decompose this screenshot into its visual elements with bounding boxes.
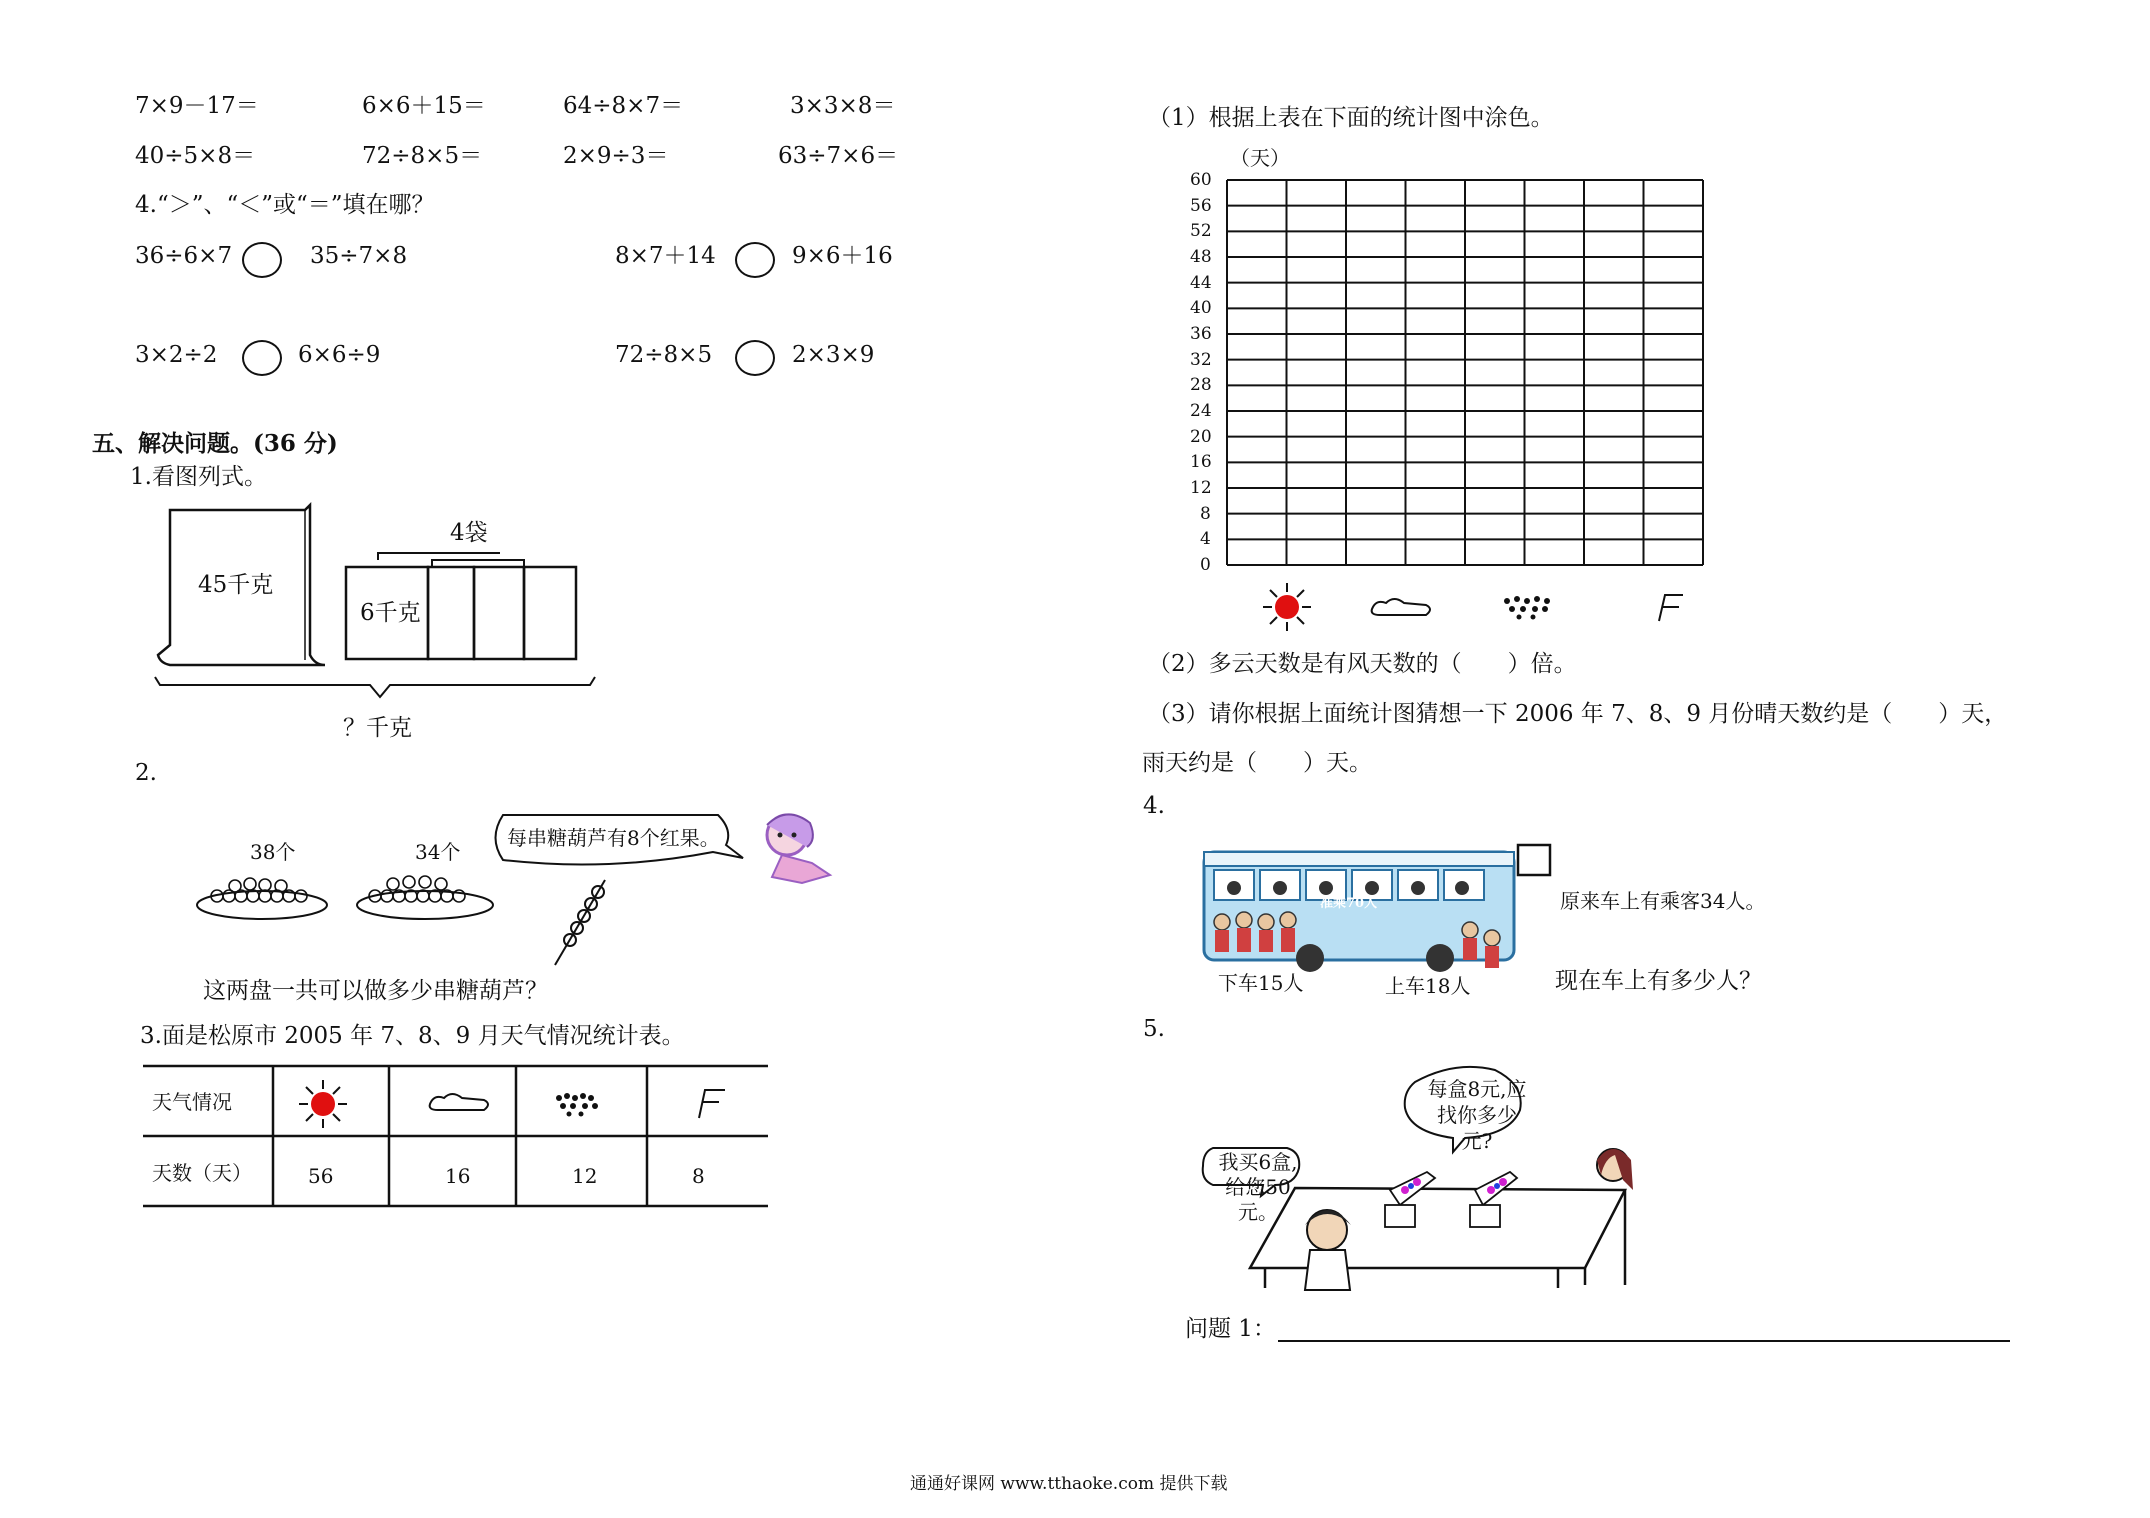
bus-getoff: 下车15人	[1218, 971, 1304, 995]
y-tick-label: 56	[1190, 195, 1212, 216]
rain-icon	[1504, 596, 1550, 620]
y-tick-label: 36	[1190, 324, 1212, 344]
compare-left: 3×2÷2	[135, 342, 218, 368]
compare-left: 72÷8×5	[615, 342, 713, 368]
calc-item: 2×9÷3＝	[563, 143, 669, 169]
y-tick-label: 16	[1190, 452, 1212, 473]
bus-text-1: 原来车上有乘客34人。	[1560, 889, 1766, 913]
sun-icon	[1263, 583, 1311, 631]
table-value: 56	[308, 1164, 334, 1188]
y-tick-label: 32	[1190, 349, 1212, 370]
y-tick-label: 40	[1190, 298, 1212, 319]
y-tick-label: 4	[1200, 529, 1211, 550]
cloud-icon	[430, 1094, 488, 1110]
compare-right: 9×6＋16	[792, 243, 893, 269]
p2-question: 这两盘一共可以做多少串糖葫芦？	[203, 978, 548, 1004]
q2-text: （2）多云天数是有风天数的（ ）倍。	[1148, 651, 1577, 677]
p3-title: 3.面是松原市 2005 年 7、8、9 月天气情况统计表。	[140, 1023, 685, 1049]
stat-chart	[1180, 160, 1720, 630]
speech-right: 每盒8元,应找你多少元?	[1427, 1077, 1527, 1153]
p5-title: 5.	[1143, 1016, 1165, 1042]
small-bag-label: 6千克	[360, 600, 421, 626]
q4-title: 4.“＞”、“＜”或“＝”填在哪？	[135, 192, 435, 218]
calc-item: 7×9－17＝	[135, 93, 259, 119]
y-tick-label: 60	[1190, 170, 1212, 190]
calc-item: 64÷8×7＝	[563, 93, 684, 119]
y-tick-label: 52	[1190, 221, 1212, 242]
y-tick-label: 12	[1190, 478, 1212, 498]
compare-right: 35÷7×8	[310, 243, 408, 269]
calc-item: 3×3×8＝	[790, 93, 896, 119]
answer-line[interactable]	[1278, 1340, 2010, 1342]
plate2-label: 34个	[415, 840, 461, 864]
calc-item: 72÷8×5＝	[362, 143, 483, 169]
compare-circle[interactable]	[735, 340, 775, 376]
shopkeeper-icon	[1597, 1149, 1633, 1190]
y-tick-label: 28	[1190, 375, 1212, 396]
footer: 通通好课网 www.tthaoke.com 提供下载	[910, 1474, 1228, 1494]
y-tick-label: 48	[1190, 247, 1212, 267]
p1-title: 1.看图列式。	[130, 464, 267, 490]
wind-icon	[1659, 595, 1683, 621]
y-tick-label: 8	[1200, 503, 1211, 524]
bus-sign: 准乘70人	[1320, 896, 1378, 911]
q3-line2: 雨天约是（ ）天。	[1142, 750, 1372, 776]
compare-circle[interactable]	[242, 242, 282, 278]
compare-left: 8×7＋14	[615, 243, 716, 269]
compare-circle[interactable]	[735, 242, 775, 278]
sun-icon	[299, 1080, 347, 1128]
table-value: 8	[692, 1164, 705, 1188]
table-value: 16	[445, 1164, 471, 1188]
table-value: 12	[572, 1164, 598, 1188]
cloud-icon	[1372, 599, 1430, 615]
big-bag-label: 45千克	[198, 572, 274, 598]
wind-icon	[699, 1090, 725, 1118]
girl-icon	[1305, 1210, 1351, 1290]
table-row1-label: 天气情况	[152, 1090, 232, 1114]
speech-left: 我买6盒,给您50元。	[1218, 1150, 1298, 1224]
plate1-label: 38个	[250, 840, 296, 864]
speech-text: 每串糖葫芦有8个红果。	[507, 826, 720, 850]
calc-item: 6×6＋15＝	[362, 93, 486, 119]
calc-item: 40÷5×8＝	[135, 143, 256, 169]
compare-left: 36÷6×7	[135, 243, 233, 269]
q3-line1: （3）请你根据上面统计图猜想一下 2006 年 7、8、9 月份晴天数约是（ ）天，	[1148, 701, 2008, 727]
bus-geton: 上车18人	[1385, 974, 1471, 998]
table-row2-label: 天数（天）	[152, 1161, 252, 1185]
calc-item: 63÷7×6＝	[778, 143, 899, 169]
fairy-icon	[742, 805, 842, 895]
y-tick-label: 20	[1190, 426, 1212, 447]
bags-question: ？千克	[343, 715, 412, 741]
question1-label: 问题 1：	[1185, 1316, 1276, 1342]
compare-right: 2×3×9	[792, 342, 875, 368]
bus-text-2: 现在车上有多少人？	[1555, 968, 1762, 994]
y-tick-label: 0	[1200, 555, 1211, 575]
q1-text: （1）根据上表在下面的统计图中涂色。	[1148, 105, 1554, 131]
rain-icon	[556, 1093, 598, 1117]
compare-right: 6×6÷9	[298, 342, 381, 368]
y-tick-label: 44	[1190, 272, 1212, 293]
p2-title: 2.	[135, 760, 157, 786]
p4-title: 4.	[1143, 793, 1165, 819]
compare-circle[interactable]	[242, 340, 282, 376]
section-title: 五、解决问题。(36 分)	[92, 430, 338, 457]
chart-ylabel: （天）	[1230, 146, 1290, 170]
y-tick-label: 24	[1190, 401, 1212, 421]
bags-count-label: 4袋	[450, 520, 488, 546]
